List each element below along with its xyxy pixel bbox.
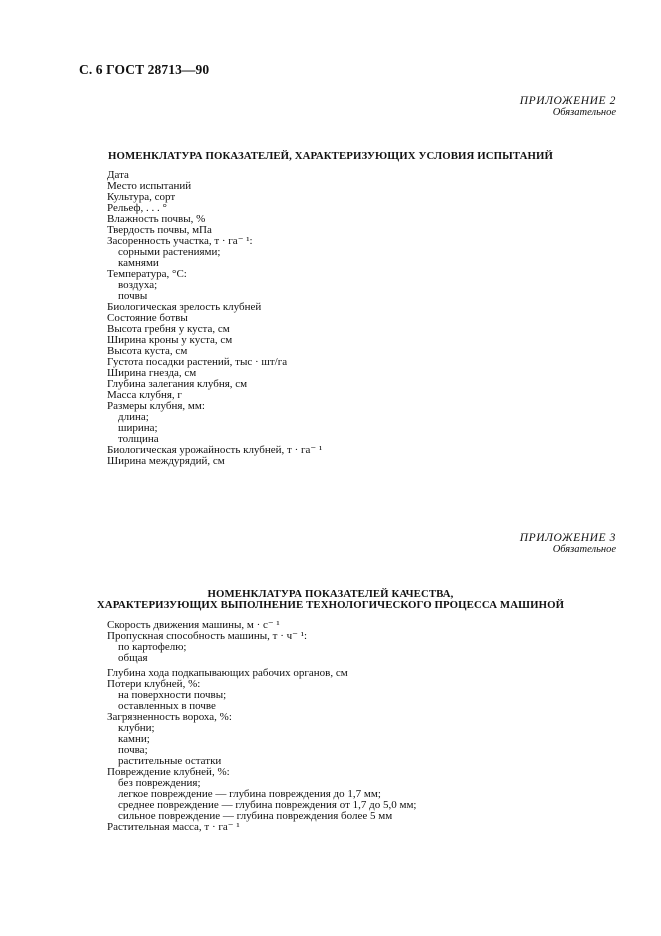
indicator-item: Состояние ботвы (107, 312, 188, 324)
appendix-3-indicator-list (107, 620, 416, 833)
indicator-item: клубни; (118, 722, 155, 734)
indicator-item: воздуха; (118, 279, 158, 291)
indicator-item: Ширина гнезда, см (107, 367, 197, 379)
indicator-item: Пропускная способность машины, т · ч⁻ ¹: (107, 630, 308, 642)
appendix-3-label-block (520, 532, 616, 556)
indicator-item: Размеры клубня, мм: (107, 400, 205, 412)
appendix-2-label: ПРИЛОЖЕНИЕ 2 (519, 95, 616, 107)
indicator-item: толщина (118, 433, 159, 445)
appendix-3-title-line-2: ХАРАКТЕРИЗУЮЩИХ ВЫПОЛНЕНИЕ ТЕХНОЛОГИЧЕСКОГО ПРОЦЕССА МАШИНОЙ (96, 599, 565, 611)
indicator-item: Высота куста, см (107, 345, 188, 357)
indicator-item: камнями (118, 257, 159, 269)
appendix-3-label: ПРИЛОЖЕНИЕ 3 (519, 532, 616, 544)
indicator-item: Ширина междурядий, см (107, 455, 225, 467)
indicator-item: сорными растениями; (118, 246, 221, 258)
appendix-3-status: Обязательное (552, 544, 616, 555)
indicator-item: Глубина хода подкапывающих рабочих органов, см (107, 667, 348, 679)
indicator-item: Ширина кроны у куста, см (107, 334, 233, 346)
indicator-item: Масса клубня, г (107, 389, 182, 401)
indicator-item: Глубина залегания клубня, см (107, 378, 248, 390)
page-header: С. 6 ГОСТ 28713—90 (79, 62, 210, 77)
indicator-item: Место испытаний (107, 180, 192, 192)
indicator-item: почвы (118, 290, 148, 302)
indicator-item: Дата (107, 169, 129, 181)
indicator-item: Влажность почвы, % (107, 213, 206, 225)
indicator-item: Биологическая зрелость клубней (107, 301, 262, 313)
indicator-item: длина; (118, 411, 149, 423)
indicator-item: Засоренность участка, т · га⁻ ¹: (107, 235, 253, 247)
indicator-item: общая (118, 652, 148, 664)
indicator-item: Растительная масса, т · га⁻ ¹ (107, 821, 240, 833)
indicator-item: Биологическая урожайность клубней, т · га⁻ ¹ (107, 444, 323, 456)
indicator-item: Повреждение клубней, %: (107, 766, 230, 778)
indicator-item: среднее повреждение — глубина повреждения от 1,7 до 5,0 мм; (118, 799, 417, 811)
appendix-2-label-block (520, 95, 616, 119)
indicator-item: на поверхности почвы; (118, 689, 227, 701)
indicator-item: Твердость почвы, мПа (107, 224, 212, 236)
indicator-item: легкое повреждение — глубина повреждения до 1,7 мм; (118, 788, 381, 800)
indicator-item: Скорость движения машины, м · с⁻ ¹ (107, 619, 280, 631)
indicator-item: Температура, °С: (107, 268, 187, 280)
indicator-item: Высота гребня у куста, см (107, 323, 230, 335)
indicator-item: без повреждения; (118, 777, 201, 789)
indicator-item: оставленных в почве (118, 700, 216, 712)
appendix-3-title-line-1: НОМЕНКЛАТУРА ПОКАЗАТЕЛЕЙ КАЧЕСТВА, (207, 588, 454, 600)
appendix-2-indicator-list (107, 170, 322, 467)
indicator-item: Густота посадки растений, тыс · шт/га (107, 356, 288, 368)
indicator-item: камни; (118, 733, 150, 745)
indicator-item: Рельеф, . . . ° (107, 202, 167, 214)
indicator-item: Потери клубней, %: (107, 678, 201, 690)
appendix-2-status: Обязательное (552, 107, 616, 118)
indicator-item: растительные остатки (118, 755, 222, 767)
indicator-item: Загрязненность вороха, %: (107, 711, 232, 723)
appendix-2-title: НОМЕНКЛАТУРА ПОКАЗАТЕЛЕЙ, ХАРАКТЕРИЗУЮЩИХ УСЛОВИЯ ИСПЫТАНИЙ (108, 150, 553, 162)
indicator-item: по картофелю; (118, 641, 187, 653)
indicator-item: почва; (118, 744, 148, 756)
indicator-item: Культура, сорт (107, 191, 176, 203)
appendix-3-title (0, 589, 661, 611)
indicator-item: ширина; (118, 422, 158, 434)
indicator-item: сильное повреждение — глубина повреждения более 5 мм (118, 810, 393, 822)
